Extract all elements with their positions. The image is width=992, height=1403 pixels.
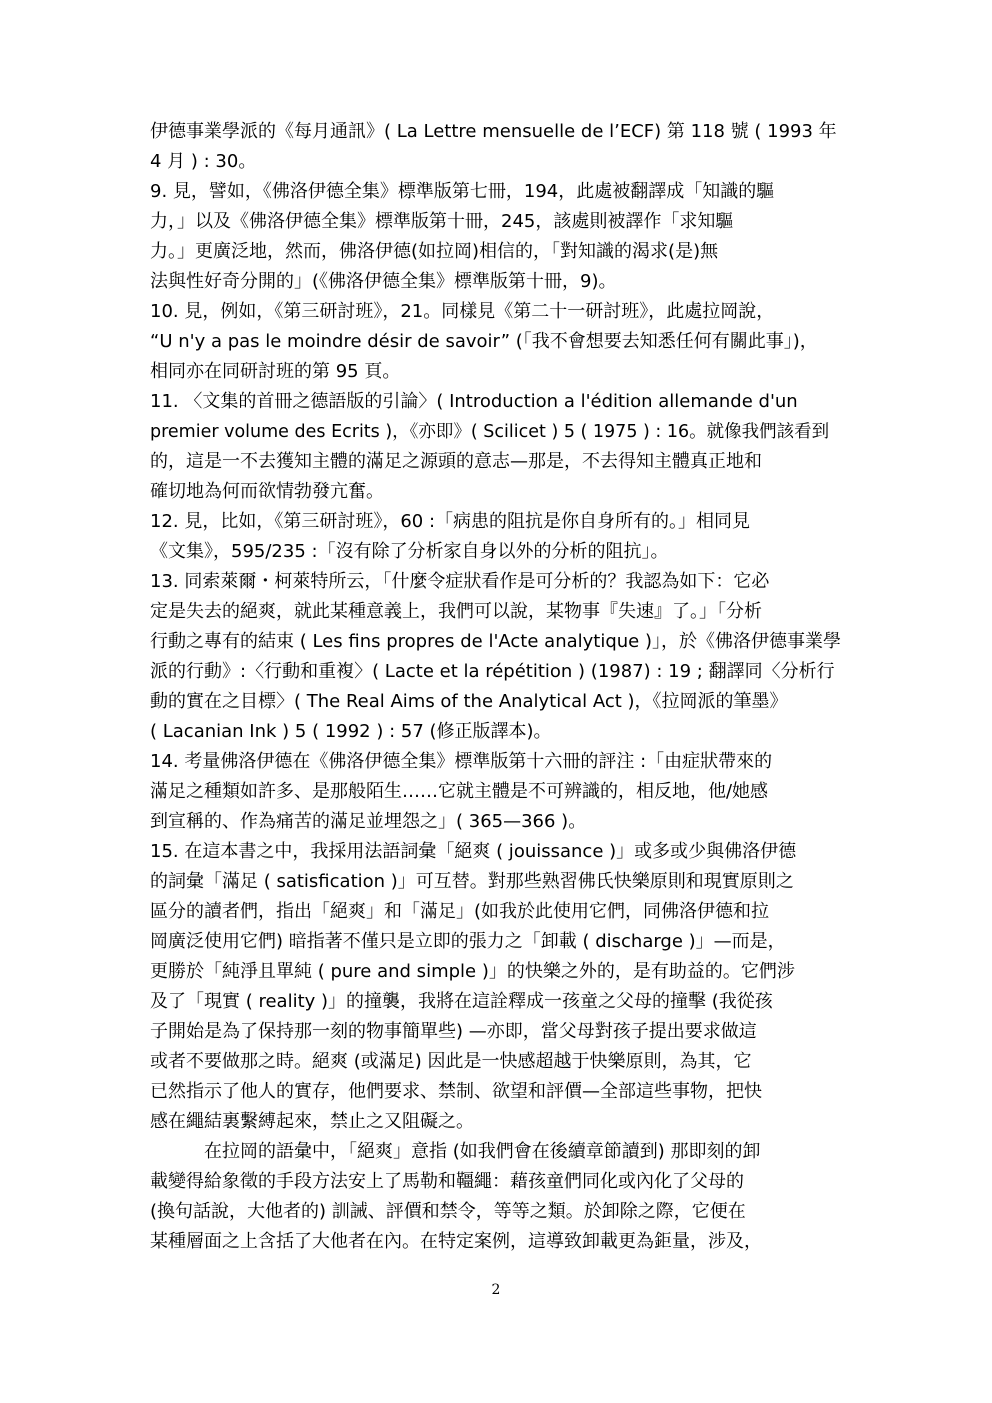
text-line: 到宣稱的、作為痛苦的滿足並埋怨之」( 365—366 )。 <box>150 811 587 832</box>
text-line: 岡廣泛使用它們) 暗指著不僅只是立即的張力之「卸載 ( discharge )」—而是， <box>150 931 786 952</box>
text-line: 4 月 ) : 30。 <box>150 151 257 172</box>
body-text <box>150 117 844 1257</box>
text-line: (換句話說，大他者的) 訓誡、評價和禁令，等等之類。於卸除之際，它便在 <box>150 1201 746 1222</box>
text-line: 力。」更廣泛地，然而，佛洛伊德(如拉岡)相信的，「對知識的渴求(是)無 <box>150 241 719 262</box>
text-line: 的詞彙「滿足 ( satisfication )」可互替。對那些熟習佛氏快樂原則和現實原則之 <box>150 871 794 892</box>
text-line: ( Lacanian Ink ) 5 ( 1992 ) : 57 (修正版譯本)。 <box>150 721 552 742</box>
text-line: 13. 同索萊爾・柯萊特所云，「什麼令症狀看作是可分析的？我認為如下：它必 <box>150 571 770 592</box>
text-line: 法與性好奇分開的」(《佛洛伊德全集》標準版第十冊，9)。 <box>150 271 617 292</box>
text-line: 某種層面之上含括了大他者在內。在特定案例，這導致卸載更為鉅量，涉及， <box>150 1231 762 1252</box>
text-line: 派的行動》:〈行動和重複〉( Lacte et la répétition ) (1987) : 19 ; 翻譯同〈分析行 <box>150 661 835 682</box>
text-line: 11. 〈文集的首冊之德語版的引論〉( Introduction a l'édition allemande d'un <box>150 391 798 412</box>
text-line: premier volume des Ecrits )，《亦即》( Scilicet ) 5 ( 1975 ) : 16。就像我們該看到 <box>150 422 830 442</box>
text-line: 在拉岡的語彙中，「絕爽」意指 (如我們會在後續章節讀到) 那即刻的卸 <box>150 1141 761 1162</box>
text-line: 定是失去的絕爽，就此某種意義上，我們可以說，某物事『失速』了。」「分析 <box>150 601 762 622</box>
text-line: 感在繩結裏繫縛起來，禁止之又阻礙之。 <box>150 1111 474 1132</box>
text-line: 14. 考量佛洛伊德在《佛洛伊德全集》標準版第十六冊的評注 :「由症狀帶來的 <box>150 751 773 772</box>
text-line: 12. 見，比如，《第三研討班》，60 :「病患的阻抗是你自身所有的。」相同見 <box>150 511 751 532</box>
text-line: 伊德事業學派的《每月通訊》( La Lettre mensuelle de l’ECF) 第 118 號 ( 1993 年 <box>150 121 837 142</box>
text-line: 子開始是為了保持那一刻的物事簡單些) —亦即，當父母對孩子提出要求做這 <box>150 1021 757 1042</box>
text-line: 及了「現實 ( reality )」的撞襲，我將在這詮釋成一孩童之父母的撞擊 (我從孩 <box>150 991 773 1012</box>
text-line: 確切地為何而欲情勃發亢奮。 <box>150 481 384 502</box>
text-line: 的，這是一不去獲知主體的滿足之源頭的意志—那是，不去得知主體真正地和 <box>150 451 762 472</box>
text-line: 行動之專有的結束 ( Les fins propres de l'Acte analytique )」，於《佛洛伊德事業學 <box>150 631 841 652</box>
text-line: 載變得給象徵的手段方法安上了馬勒和韁繩：藉孩童們同化或內化了父母的 <box>150 1171 744 1192</box>
text-line: 滿足之種類如許多、是那般陌生……它就主體是不可辨識的，相反地，他/她感 <box>150 781 769 802</box>
text-line: 力，」以及《佛洛伊德全集》標準版第十冊，245，該處則被譯作「求知驅 <box>150 211 734 232</box>
page-number: 2 <box>491 1282 501 1298</box>
text-line: 更勝於「純淨且單純 ( pure and simple )」的快樂之外的，是有助益的。它們涉 <box>150 961 795 982</box>
text-line: “U n'y a pas le moindre désir de savoir” (「我不會想要去知悉任何有關此事」)， <box>150 331 818 352</box>
text-line: 已然指示了他人的實存，他們要求、禁制、欲望和評價—全部這些事物，把快 <box>150 1081 762 1102</box>
text-line: 或者不要做那之時。絕爽 (或滿足) 因此是一快感超越于快樂原則，為其，它 <box>150 1051 752 1072</box>
text-line: 10. 見，例如，《第三研討班》，21。同樣見《第二十一研討班》，此處拉岡說， <box>150 301 775 322</box>
text-line: 9. 見，譬如，《佛洛伊德全集》標準版第七冊，194，此處被翻譯成「知識的驅 <box>150 181 775 202</box>
text-line: 動的實在之目標〉( The Real Aims of the Analytical Act )，《拉岡派的筆墨》 <box>150 691 788 712</box>
text-line: 相同亦在同研討班的第 95 頁。 <box>150 361 401 382</box>
text-line: 《文集》，595/235 :「沒有除了分析家自身以外的分析的阻抗」。 <box>150 541 669 562</box>
text-line: 15. 在這本書之中，我採用法語詞彙「絕爽 ( jouissance )」或多或少與佛洛伊德 <box>150 841 797 862</box>
text-line: 區分的讀者們，指出「絕爽」和「滿足」(如我於此使用它們，同佛洛伊德和拉 <box>150 901 770 922</box>
